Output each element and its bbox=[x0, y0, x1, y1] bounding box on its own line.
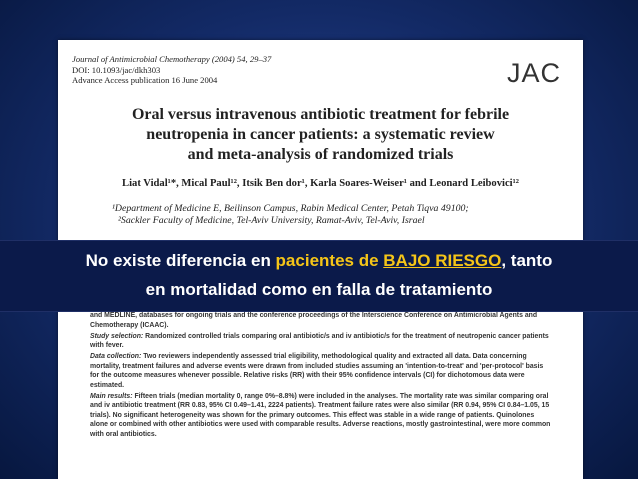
abstract-text: Fifteen trials (median mortality 0, range 0%–8.8%) were included in the analyses. The mortality rate was similar comparing oral and iv antibiotic treatment (RR 0.83, 95% CI 0.49–1.41, 2224 patients). Treatment failure rates were also similar (RR 0.94, 95% CI 0.84–1.05, 15 trials). No significant heterogeneity was shown for the primary outcomes. This effect was stable in a wide range of patients. Quinolones alone or combined with other antibiotics were used with comparable results. Adverse reactions, mostly gastrointestinal, were more common with oral antibiotics. bbox=[90, 392, 551, 438]
abstract-label: Data collection: bbox=[90, 353, 142, 360]
banner-line-2: en mortalidad como en falla de tratamiento bbox=[145, 280, 493, 299]
abstract-paragraph bbox=[90, 311, 552, 330]
caption-banner bbox=[0, 240, 638, 312]
abstract-paragraph bbox=[90, 392, 552, 440]
abstract-label: Main results: bbox=[90, 392, 133, 400]
title-line: Oral versus intravenous antibiotic treatment for febrile bbox=[131, 106, 510, 123]
journal-meta bbox=[72, 54, 271, 86]
abstract-label: Study selection: bbox=[90, 332, 144, 340]
abstract-text: Two reviewers independently assessed trial eligibility, methodological quality and extracted all data. Data concerning mortality, treatment failures and adverse events were drawn from included studies assuming an 'intention-to-treat' and 'per-protocol' basis for the outcome measures whenever possible. Relative risks (RR) with their 95% confidence intervals (CI) for dichotomous data were estimated. bbox=[90, 353, 544, 389]
abstract-paragraph bbox=[90, 352, 552, 390]
paper-title bbox=[58, 105, 583, 165]
doi: DOI: 10.1093/jac/dkh303 bbox=[72, 64, 161, 75]
banner-highlight: pacientes de bbox=[275, 251, 384, 270]
advance-access: Advance Access publication 16 June 2004 bbox=[72, 75, 218, 85]
affiliation-line: ¹Department of Medicine E, Beilinson Campus, Rabin Medical Center, Petah Tiqva 49100; bbox=[112, 203, 469, 214]
banner-line-1 bbox=[0, 251, 638, 271]
affiliation-line: ²Sackler Faculty of Medicine, Tel-Aviv University, Ramat-Aviv, Tel-Aviv, Israel bbox=[118, 215, 425, 226]
affiliations bbox=[112, 203, 469, 227]
banner-prefix: No existe diferencia en bbox=[85, 251, 276, 270]
banner-emphasis: BAJO RIESGO bbox=[383, 251, 502, 270]
title-line: neutropenia in cancer patients: a systematic review bbox=[146, 126, 495, 143]
abstract-text: and MEDLINE, databases for ongoing trials and the conference proceedings of the Interscience Conference on Antimicrobial Agents and Chemotherapy (ICAAC). bbox=[90, 312, 538, 329]
banner-suffix: , tanto bbox=[501, 251, 553, 270]
author-list: Liat Vidal¹*, Mical Paul¹², Itsik Ben dor¹, Karla Soares-Weiser¹ and Leonard Leibovici¹² bbox=[122, 178, 519, 189]
abstract-text: Randomized controlled trials comparing oral antibiotic/s and iv antibiotic/s for the treatment of neutropenic cancer patients with fever. bbox=[90, 332, 549, 349]
journal-citation: Journal of Antimicrobial Chemotherapy (2004) 54, 29–37 bbox=[72, 54, 272, 64]
abstract-paragraph bbox=[90, 332, 552, 351]
title-line: and meta-analysis of randomized trials bbox=[187, 146, 454, 163]
abstract bbox=[90, 311, 552, 441]
journal-logo: JAC bbox=[506, 58, 561, 88]
